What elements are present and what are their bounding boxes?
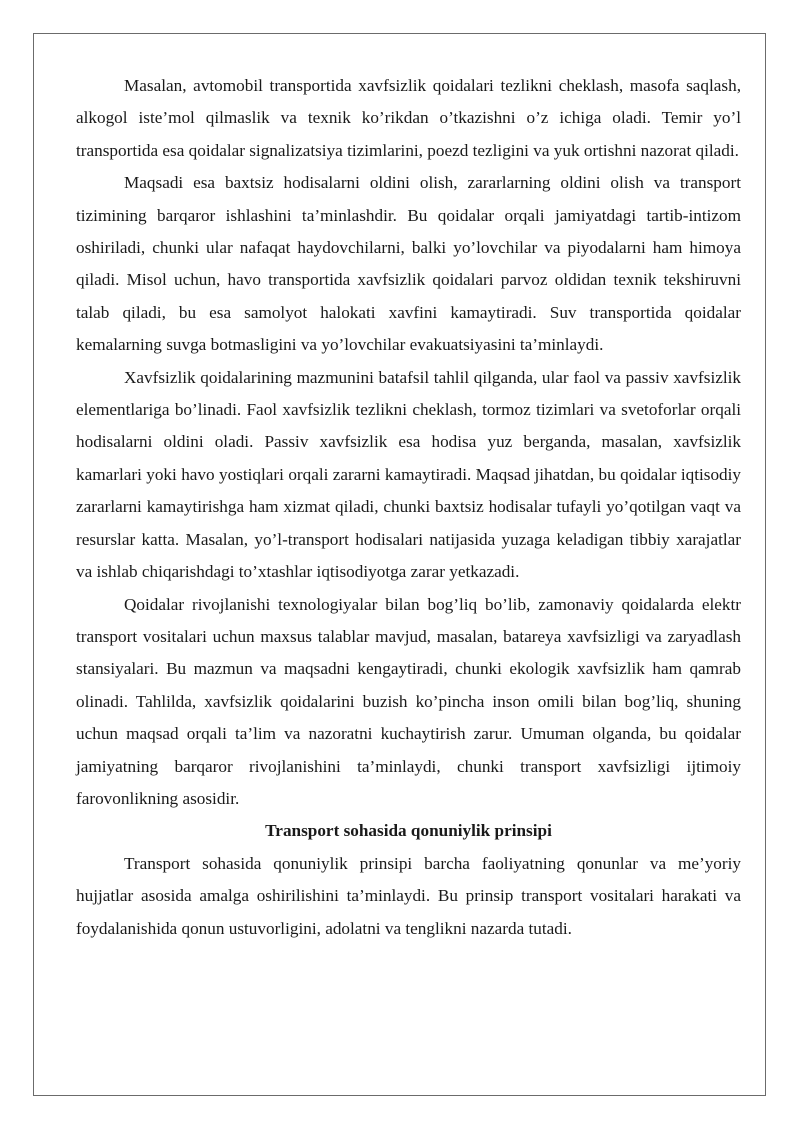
- section-heading: Transport sohasida qonuniylik prinsipi: [265, 821, 552, 841]
- paragraph: Qoidalar rivojlanishi texnologiyalar bilan bog’liq bo’lib, zamonaviy qoidalarda elektr transport vositalari uchun maxsus talablar mavjud, masalan, batareya xavfsizligi va zaryadlash stansiyalari. Bu mazmun va maqsadni kengaytiradi, chunki ekologik xavfsizlik ham qamrab olinadi. Tahlilda, xavfsizlik qoidalarini buzish ko’pincha inson omili bilan bog’liq, shuning uchun maqsad orqali ta’lim va nazoratni kuchaytirish zarur. Umuman olganda, bu qoidalar jamiyatning barqaror rivojlanishini ta’minlaydi, chunki transport xavfsizligi ijtimoiy farovonlikning asosidir.: [76, 594, 741, 808]
- paragraph: Transport sohasida qonuniylik prinsipi barcha faoliyatning qonunlar va me’yoriy hujjatlar asosida amalga oshirilishini ta’minlaydi. Bu prinsip transport vositalari harakati va foydalanishida qonun ustuvorligini, adolatni va tenglikni nazarda tutadi.: [76, 853, 741, 938]
- paragraph: Maqsadi esa baxtsiz hodisalarni oldini olish, zararlarning oldini olish va transport tizimining barqaror ishlashini ta’minlashdir. Bu qoidalar orqali jamiyatdagi tartib-intizom oshiriladi, chunki ular nafaqat haydovchilarni, balki yo’lovchilar va piyodalarni ham himoya qiladi. Misol uchun, havo transportida xavfsizlik qoidalari parvoz oldidan texnik tekshiruvni talab qiladi, bu esa samolyot halokati xavfini kamaytiradi. Suv transportida qoidalar kemalarning suvga botmasligini va yo’lovchilar evakuatsiyasini ta’minlaydi.: [76, 173, 741, 355]
- document-body: [76, 70, 741, 945]
- paragraph: Xavfsizlik qoidalarining mazmunini batafsil tahlil qilganda, ular faol va passiv xavfsizlik elementlariga bo’linadi. Faol xavfsizlik tezlikni cheklash, tormoz tizimlari va svetoforlar orqali hodisalarni oldini oladi. Passiv xavfsizlik esa hodisa yuz berganda, masalan, xavfsizlik kamarlari yoki havo yostiqlari orqali zararni kamaytiradi. Maqsad jihatdan, bu qoidalar iqtisodiy zararlarni kamaytirishga ham xizmat qiladi, chunki baxtsiz hodisalar tufayli yo’qotilgan vaqt va resurslar katta. Masalan, yo’l-transport hodisalari natijasida yuzaga keladigan tibbiy xarajatlar va ishlab chiqarishdagi to’xtashlar iqtisodiyotga zarar yetkazadi.: [76, 367, 741, 582]
- paragraph: Masalan, avtomobil transportida xavfsizlik qoidalari tezlikni cheklash, masofa saqlash, alkogol iste’mol qilmaslik va texnik ko’rikdan o’tkazishni o’z ichiga oladi. Temir yo’l transportida esa qoidalar signalizatsiya tizimlarini, poezd tezligini va yuk ortishni nazorat qiladi.: [76, 76, 741, 160]
